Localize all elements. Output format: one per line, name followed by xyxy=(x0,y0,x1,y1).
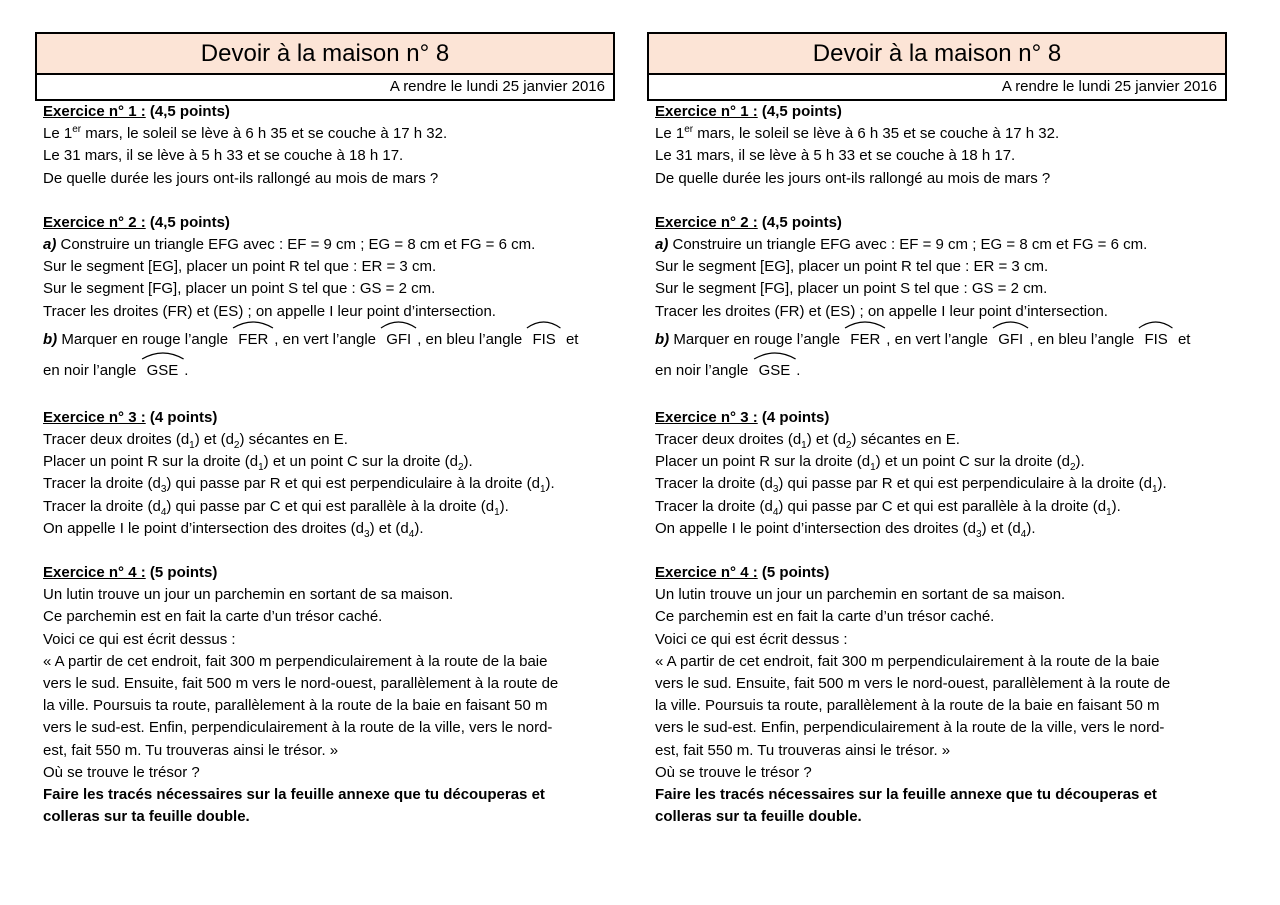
exercise-2-line-4: Tracer les droites (FR) et (ES) ; on appelle I leur point d’intersection. xyxy=(655,302,1108,320)
exercise-3-line-5: On appelle I le point d’intersection des droites $(d_3)$ et $(d_4)$. xyxy=(655,519,1036,540)
exercise-points: (5 points) xyxy=(145,564,218,582)
page-title: Devoir à la maison n° 8 xyxy=(649,34,1225,75)
exercise-4-quote-1: « A partir de cet endroit, fait 300 m perpendiculairement à la route de la baie xyxy=(655,652,1160,670)
angle-gfi: GFI xyxy=(380,326,417,354)
exercise-label: Exercice n° 3 : xyxy=(43,408,146,426)
exercise-4-heading xyxy=(43,562,613,584)
exercise-2-line-6: en noir l’angle GSE . xyxy=(43,354,613,385)
exercise-2-line-2: Sur le segment [EG], placer un point R tel que : ER = 3 cm. xyxy=(655,258,1049,276)
exercise-4-quote-3: la ville. Poursuis ta route, parallèlement à la route de la baie en faisant 50 m xyxy=(655,697,1160,715)
exercise-4-instruction-1: Faire les tracés nécessaires sur la feuille annexe que tu découperas et xyxy=(43,786,545,804)
exercise-4-quote-4: vers le sud-est. Enfin, perpendiculairement à la route de la ville, vers le nord- xyxy=(655,719,1165,737)
exercise-4-instruction-2: colleras sur ta feuille double. xyxy=(43,808,250,826)
angle-gfi: GFI xyxy=(992,326,1029,354)
exercise-4-instruction-1: Faire les tracés nécessaires sur la feuille annexe que tu découperas et xyxy=(655,786,1157,804)
exercise-1-line-2: Le 31 mars, il se lève à 5 h 33 et se couche à 18 h 17. xyxy=(655,147,1016,165)
angle-gse: GSE xyxy=(141,357,185,385)
exercise-points: (4,5 points) xyxy=(145,213,230,231)
exercise-2-line-5: b) Marquer en rouge l’angle FER , en vert l’angle GFI , en bleu l’angle FIS et xyxy=(655,323,1225,354)
due-date: A rendre le lundi 25 janvier 2016 xyxy=(1001,78,1217,95)
exercise-label: Exercice n° 1 : xyxy=(655,103,758,120)
exercise-1-line-1: Le 1er mars, le soleil se lève à 6 h 35 et se couche à 17 h 32. xyxy=(43,124,448,143)
angle-fis: FIS xyxy=(1138,326,1173,354)
exercises xyxy=(647,101,1227,828)
exercise-2-line-4: Tracer les droites (FR) et (ES) ; on appelle I leur point d’intersection. xyxy=(43,302,496,320)
exercise-4-line-2: Ce parchemin est en fait la carte d’un trésor caché. xyxy=(655,608,995,626)
angle-fis: FIS xyxy=(526,326,561,354)
exercise-label: Exercice n° 4 : xyxy=(43,564,146,582)
exercise-4-quote-5: est, fait 550 m. Tu trouveras ainsi le trésor. » xyxy=(43,741,339,759)
exercise-points: (4,5 points) xyxy=(145,103,230,120)
exercise-2-heading xyxy=(43,212,613,234)
exercise-2-line-1: a) Construire un triangle EFG avec : EF = 9 cm ; EG = 8 cm et FG = 6 cm. xyxy=(43,236,536,254)
exercise-points: (5 points) xyxy=(757,564,830,582)
exercise-4-line-3: Voici ce qui est écrit dessus : xyxy=(43,630,236,648)
exercise-2-line-1: a) Construire un triangle EFG avec : EF = 9 cm ; EG = 8 cm et FG = 6 cm. xyxy=(655,236,1148,254)
exercise-1-line-3: De quelle durée les jours ont-ils rallongé au mois de mars ? xyxy=(655,169,1051,187)
exercise-4-line-2: Ce parchemin est en fait la carte d’un trésor caché. xyxy=(43,608,383,626)
exercise-label: Exercice n° 2 : xyxy=(655,213,758,231)
angle-gse: GSE xyxy=(753,357,797,385)
header-box xyxy=(35,32,615,101)
header-box xyxy=(647,32,1227,101)
exercise-1-line-2: Le 31 mars, il se lève à 5 h 33 et se couche à 18 h 17. xyxy=(43,147,404,165)
exercise-3-line-1: Tracer deux droites $(d_1)$ et $(d_2)$ sécantes en E. xyxy=(43,431,348,452)
exercise-4-quote-4: vers le sud-est. Enfin, perpendiculairement à la route de la ville, vers le nord- xyxy=(43,719,553,737)
exercise-3-line-4: Tracer la droite $(d_4)$ qui passe par C et qui est parallèle à la droite $(d_1)$. xyxy=(655,497,1121,518)
exercise-4-quote-1: « A partir de cet endroit, fait 300 m perpendiculairement à la route de la baie xyxy=(43,652,548,670)
angle-fer: FER xyxy=(844,326,886,354)
due-date: A rendre le lundi 25 janvier 2016 xyxy=(389,78,605,95)
exercise-2-line-6: en noir l’angle GSE . xyxy=(655,354,1225,385)
exercise-points: (4 points) xyxy=(145,408,218,426)
exercise-2-heading xyxy=(655,212,1225,234)
exercise-label: Exercice n° 4 : xyxy=(655,564,758,582)
exercises xyxy=(35,101,615,828)
exercise-4-quote-2: vers le sud. Ensuite, fait 500 m vers le nord-ouest, parallèlement à la route de xyxy=(43,675,559,693)
exercise-4-heading xyxy=(655,562,1225,584)
exercise-4-quote-3: la ville. Poursuis ta route, parallèlement à la route de la baie en faisant 50 m xyxy=(43,697,548,715)
worksheet-left xyxy=(35,32,615,828)
exercise-3-line-3: Tracer la droite $(d_3)$ qui passe par R et qui est perpendiculaire à la droite $(d_1)$. xyxy=(43,475,555,496)
exercise-3-line-2: Placer un point R sur la droite $(d_1)$ et un point C sur la droite $(d_2)$. xyxy=(43,453,473,474)
exercise-4-line-3: Voici ce qui est écrit dessus : xyxy=(655,630,848,648)
exercise-label: Exercice n° 3 : xyxy=(655,408,758,426)
exercise-2-line-3: Sur le segment [FG], placer un point S tel que : GS = 2 cm. xyxy=(655,280,1048,298)
exercise-2-line-2: Sur le segment [EG], placer un point R tel que : ER = 3 cm. xyxy=(43,258,437,276)
exercise-3-line-1: Tracer deux droites $(d_1)$ et $(d_2)$ sécantes en E. xyxy=(655,431,960,452)
exercise-points: (4,5 points) xyxy=(757,213,842,231)
exercise-4-instruction-2: colleras sur ta feuille double. xyxy=(655,808,862,826)
exercise-4-line-1: Un lutin trouve un jour un parchemin en sortant de sa maison. xyxy=(43,586,454,604)
angle-fer: FER xyxy=(232,326,274,354)
exercise-3-heading xyxy=(655,407,1225,429)
exercise-4-quote-5: est, fait 550 m. Tu trouveras ainsi le trésor. » xyxy=(655,741,951,759)
exercise-3-line-3: Tracer la droite $(d_3)$ qui passe par R et qui est perpendiculaire à la droite $(d_1)$. xyxy=(655,475,1167,496)
exercise-points: (4,5 points) xyxy=(757,103,842,120)
exercise-3-line-2: Placer un point R sur la droite $(d_1)$ et un point C sur la droite $(d_2)$. xyxy=(655,453,1085,474)
exercise-2-line-5: b) Marquer en rouge l’angle FER , en vert l’angle GFI , en bleu l’angle FIS et xyxy=(43,323,613,354)
exercise-3-line-4: Tracer la droite $(d_4)$ qui passe par C et qui est parallèle à la droite $(d_1)$. xyxy=(43,497,509,518)
exercise-4-question: Où se trouve le trésor ? xyxy=(655,763,812,781)
page-title: Devoir à la maison n° 8 xyxy=(37,34,613,75)
exercise-points: (4 points) xyxy=(757,408,830,426)
worksheet-right xyxy=(647,32,1227,828)
exercise-label: Exercice n° 2 : xyxy=(43,213,146,231)
exercise-2-line-3: Sur le segment [FG], placer un point S tel que : GS = 2 cm. xyxy=(43,280,436,298)
exercise-3-heading xyxy=(43,407,613,429)
exercise-4-question: Où se trouve le trésor ? xyxy=(43,763,200,781)
exercise-1-heading xyxy=(43,101,613,123)
exercise-1-line-1: Le 1er mars, le soleil se lève à 6 h 35 et se couche à 17 h 32. xyxy=(655,124,1060,143)
exercise-1-heading xyxy=(655,101,1225,123)
exercise-label: Exercice n° 1 : xyxy=(43,103,146,120)
exercise-1-line-3: De quelle durée les jours ont-ils rallongé au mois de mars ? xyxy=(43,169,439,187)
exercise-4-quote-2: vers le sud. Ensuite, fait 500 m vers le nord-ouest, parallèlement à la route de xyxy=(655,675,1171,693)
exercise-3-line-5: On appelle I le point d’intersection des droites $(d_3)$ et $(d_4)$. xyxy=(43,519,424,540)
exercise-4-line-1: Un lutin trouve un jour un parchemin en sortant de sa maison. xyxy=(655,586,1066,604)
